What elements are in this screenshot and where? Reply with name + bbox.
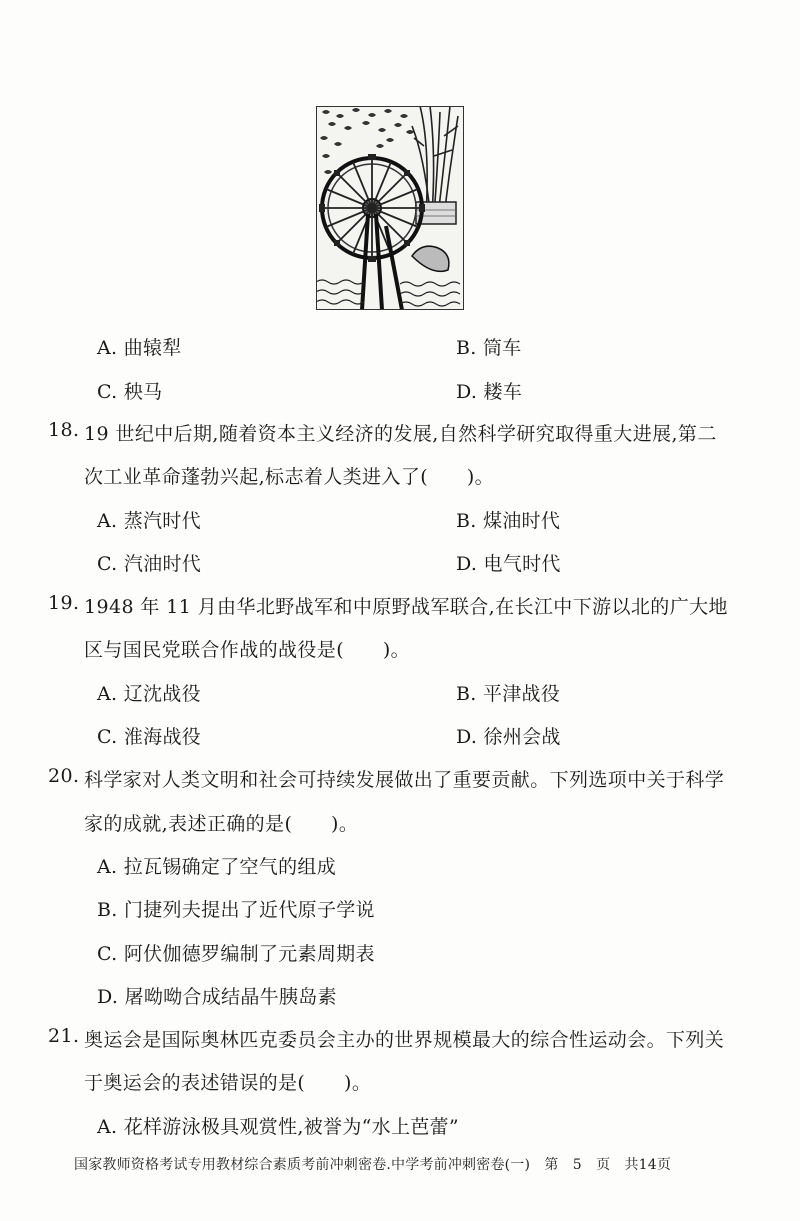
q20-option-b[interactable]: B. 门捷列夫提出了近代原子学说: [97, 899, 375, 921]
q18-stem-line1: 19 世纪中后期,随着资本主义经济的发展,自然科学研究取得重大进展,第二: [84, 423, 717, 445]
q19-option-b[interactable]: B. 平津战役: [456, 683, 561, 705]
q17-option-c[interactable]: C. 秧马: [97, 381, 163, 403]
q18-stem-line2: 次工业革命蓬勃兴起,标志着人类进入了( )。: [84, 466, 495, 488]
q18-option-c[interactable]: C. 汽油时代: [97, 553, 202, 575]
q17-option-d[interactable]: D. 耧车: [456, 381, 523, 403]
page-footer: 国家教师资格考试专用教材综合素质考前冲刺密卷.中学考前冲刺密卷(一) 第 5 页 共14页: [74, 1157, 672, 1173]
q19-option-c[interactable]: C. 淮海战役: [97, 726, 202, 748]
q20-stem-line2: 家的成就,表述正确的是( )。: [84, 813, 359, 835]
q21-stem-line2: 于奥运会的表述错误的是( )。: [84, 1072, 372, 1094]
q20-option-d[interactable]: D. 屠呦呦合成结晶牛胰岛素: [97, 986, 337, 1008]
q18-option-b[interactable]: B. 煤油时代: [456, 510, 561, 532]
q21-option-a[interactable]: A. 花样游泳极具观赏性,被誉为“水上芭蕾”: [97, 1116, 459, 1138]
q19-option-d[interactable]: D. 徐州会战: [456, 726, 561, 748]
q20-number: 20.: [48, 765, 80, 787]
q19-number: 19.: [48, 592, 80, 614]
water-wheel-drawing: [316, 106, 464, 310]
q18-option-d[interactable]: D. 电气时代: [456, 553, 561, 575]
q17-option-a[interactable]: A. 曲辕犁: [97, 337, 182, 359]
q19-option-a[interactable]: A. 辽沈战役: [97, 683, 201, 705]
q20-option-a[interactable]: A. 拉瓦锡确定了空气的组成: [97, 856, 337, 878]
q21-stem-line1: 奥运会是国际奥林匹克委员会主办的世界规模最大的综合性运动会。下列关: [84, 1029, 725, 1051]
q20-option-c[interactable]: C. 阿伏伽德罗编制了元素周期表: [97, 943, 375, 965]
q17-option-b[interactable]: B. 筒车: [456, 337, 522, 359]
q21-number: 21.: [48, 1025, 80, 1047]
q18-number: 18.: [48, 419, 80, 441]
q19-stem-line1: 1948 年 11 月由华北野战军和中原野战军联合,在长江中下游以北的广大地: [84, 596, 728, 618]
q20-stem-line1: 科学家对人类文明和社会可持续发展做出了重要贡献。下列选项中关于科学: [84, 769, 725, 791]
q19-stem-line2: 区与国民党联合作战的战役是( )。: [84, 639, 411, 661]
water-wheel-illustration: [316, 106, 464, 310]
q18-option-a[interactable]: A. 蒸汽时代: [97, 510, 201, 532]
